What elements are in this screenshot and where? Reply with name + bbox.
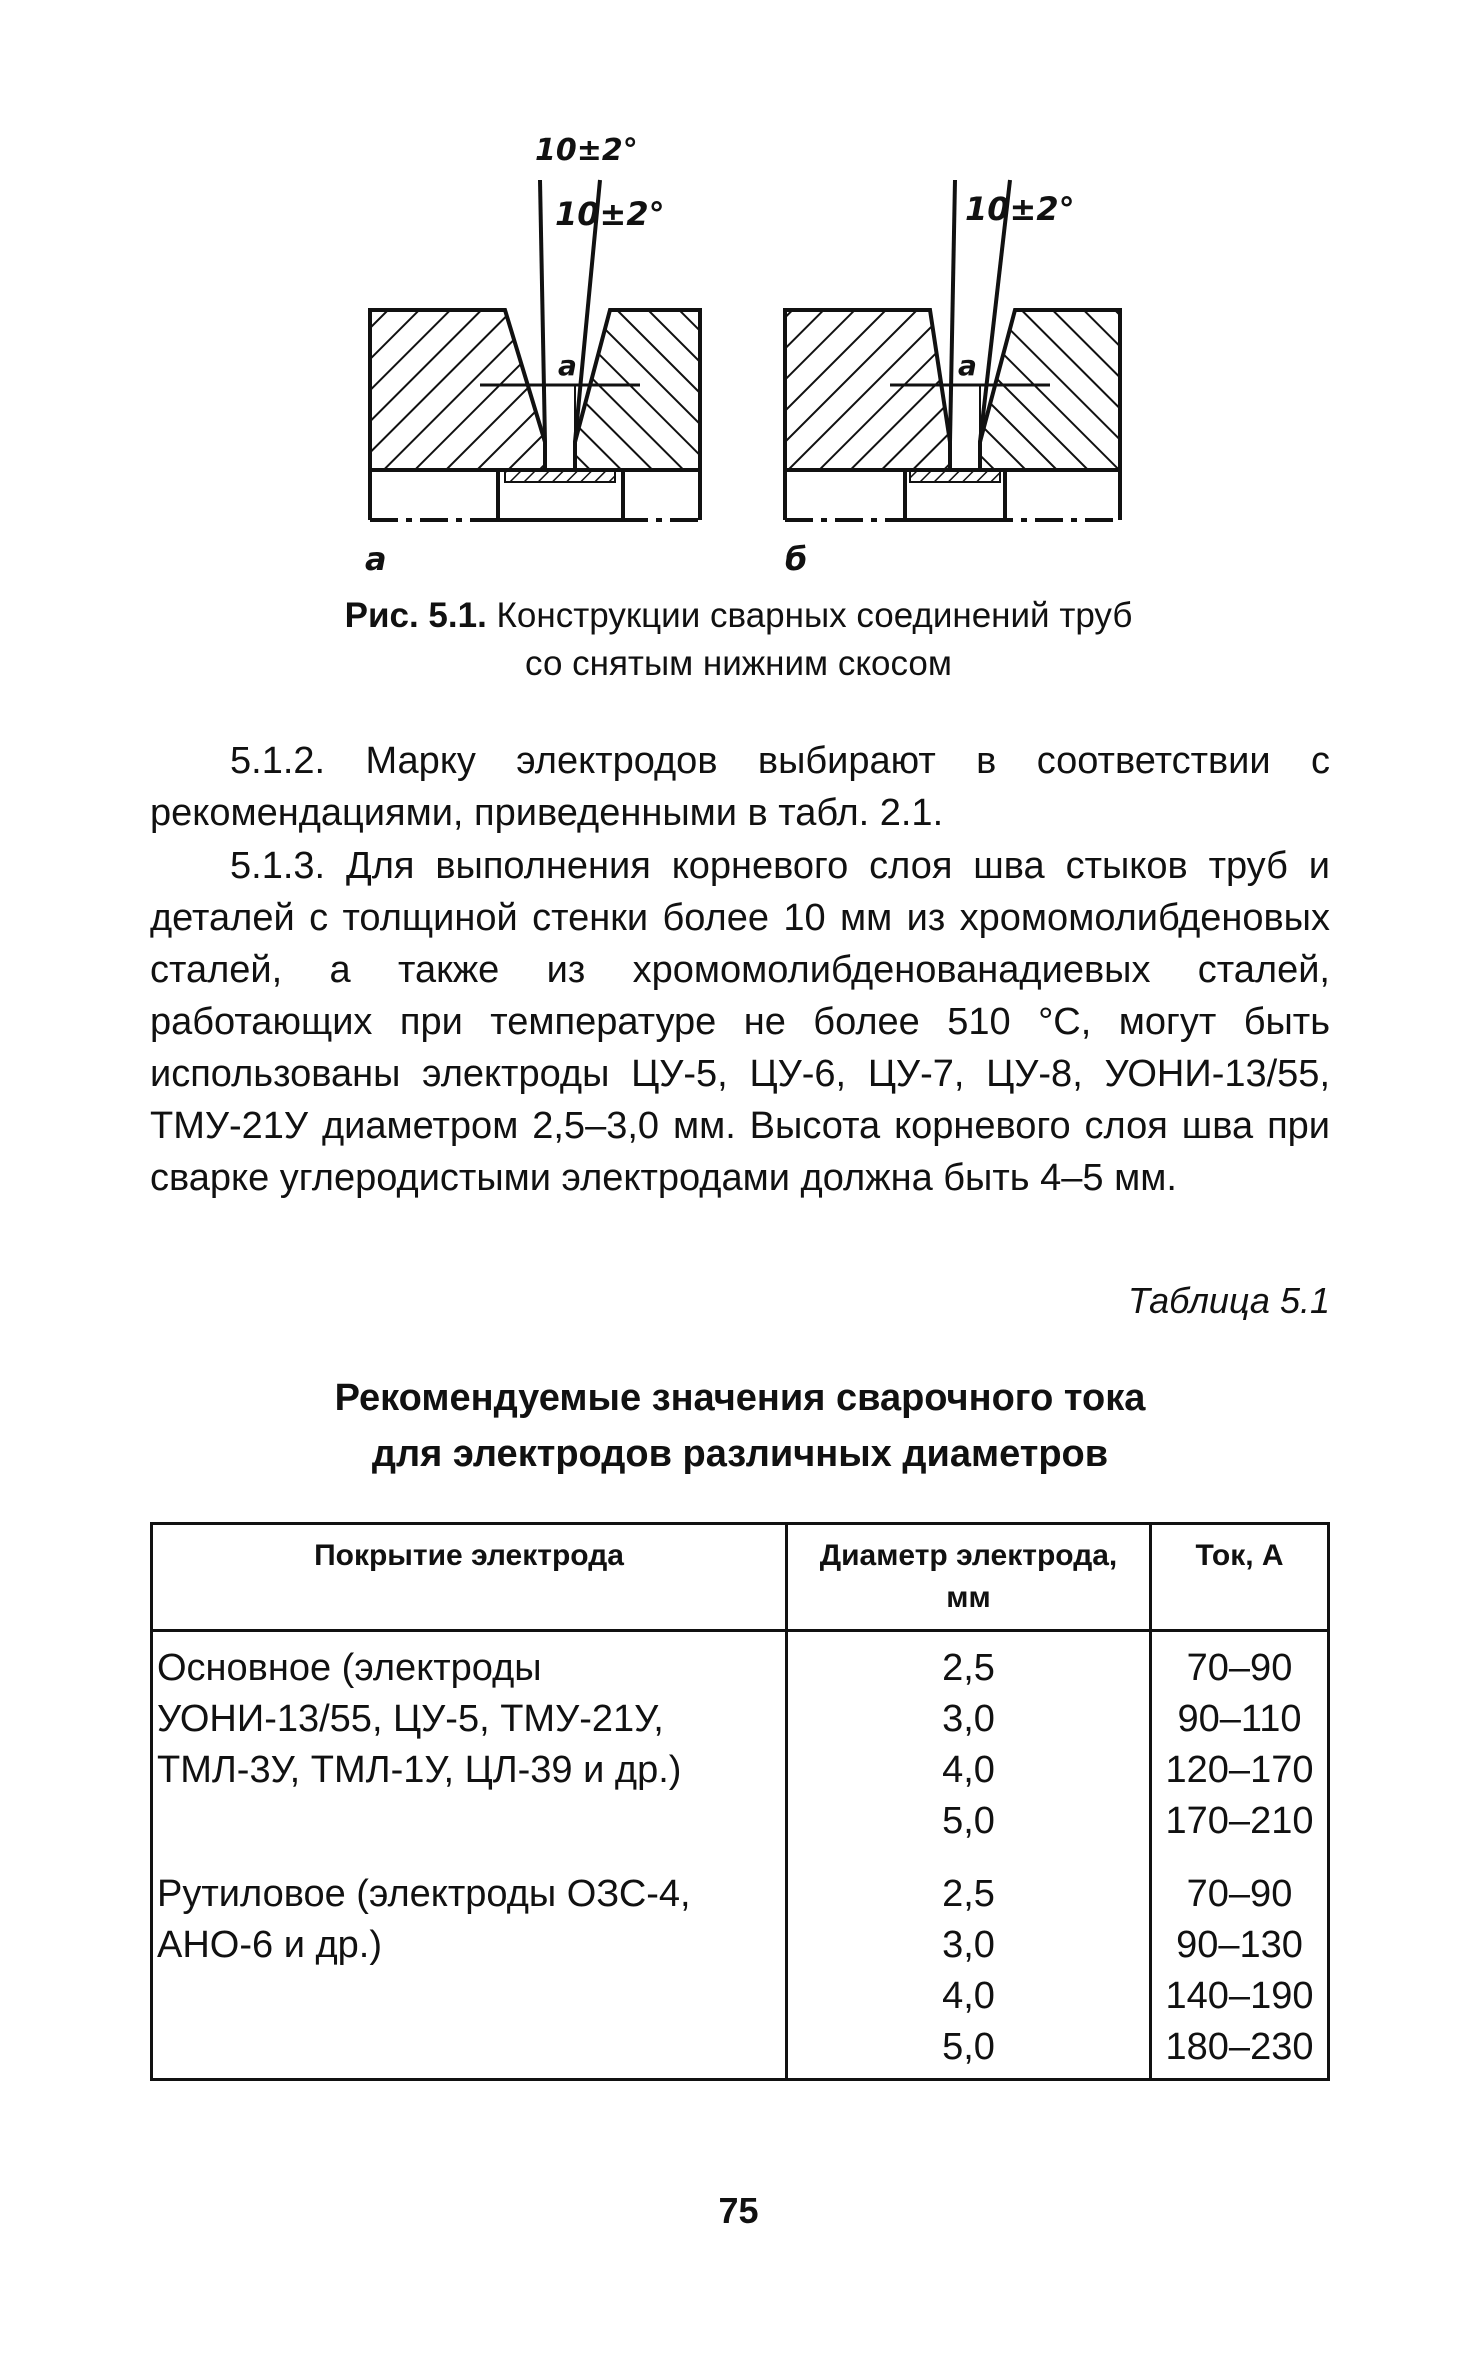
gap-label-left: a bbox=[558, 349, 577, 382]
table-row bbox=[152, 1631, 1329, 1695]
coating-cell bbox=[152, 1971, 787, 2022]
panel-a-label: а bbox=[365, 540, 387, 578]
coating-cell: Рутиловое (электроды ОЗС-4, bbox=[152, 1869, 787, 1920]
panel-b-label: б bbox=[785, 540, 808, 578]
caption-line1: Конструкции сварных соединений труб bbox=[496, 596, 1133, 635]
table-row bbox=[152, 1971, 1329, 2022]
coating-cell: УОНИ-13/55, ЦУ-5, ТМУ-21У, bbox=[152, 1694, 787, 1745]
table-row bbox=[152, 1920, 1329, 1971]
current-cell: 90–130 bbox=[1151, 1920, 1329, 1971]
figure-caption bbox=[200, 592, 1277, 688]
paragraph-5-1-2 bbox=[150, 735, 1330, 839]
coating-cell: АНО-6 и др.) bbox=[152, 1920, 787, 1971]
welding-current-table bbox=[150, 1522, 1330, 2081]
current-cell: 90–110 bbox=[1151, 1694, 1329, 1745]
current-cell: 70–90 bbox=[1151, 1631, 1329, 1695]
caption-line2: со снятым нижним скосом bbox=[525, 644, 952, 683]
current-cell: 120–170 bbox=[1151, 1745, 1329, 1796]
coating-cell: ТМЛ-3У, ТМЛ-1У, ЦЛ-39 и др.) bbox=[152, 1745, 787, 1796]
caption-prefix: Рис. 5.1. bbox=[344, 596, 487, 635]
table-title-line1: Рекомендуемые значения сварочного тока bbox=[334, 1377, 1146, 1419]
diameter-cell: 5,0 bbox=[787, 1796, 1151, 1847]
table-row bbox=[152, 1694, 1329, 1745]
current-cell: 170–210 bbox=[1151, 1796, 1329, 1847]
header-diameter: Диаметр электрода, мм bbox=[787, 1524, 1151, 1631]
diameter-cell: 4,0 bbox=[787, 1971, 1151, 2022]
paragraph-5-1-3 bbox=[150, 840, 1330, 1204]
coating-cell: Основное (электроды bbox=[152, 1631, 787, 1695]
current-cell: 70–90 bbox=[1151, 1869, 1329, 1920]
table-header-row bbox=[152, 1524, 1329, 1631]
table-spacer-row bbox=[152, 1847, 1329, 1869]
current-cell: 180–230 bbox=[1151, 2022, 1329, 2080]
table-row bbox=[152, 2022, 1329, 2080]
diameter-cell: 3,0 bbox=[787, 1920, 1151, 1971]
table-row bbox=[152, 1745, 1329, 1796]
gap-label-right: a bbox=[958, 349, 977, 382]
header-current: Ток, А bbox=[1151, 1524, 1329, 1631]
table-row bbox=[152, 1796, 1329, 1847]
diameter-cell: 3,0 bbox=[787, 1694, 1151, 1745]
angle-label-a: 10±2° bbox=[555, 195, 665, 233]
diameter-cell: 5,0 bbox=[787, 2022, 1151, 2080]
header-coating: Покрытие электрода bbox=[152, 1524, 787, 1631]
coating-cell bbox=[152, 2022, 787, 2080]
paragraph-5-1-2-text: 5.1.2. Марку электродов выбирают в соответствии с рекомендациями, приведенными в табл. 2.1. bbox=[150, 740, 1330, 834]
coating-cell bbox=[152, 1796, 787, 1847]
diameter-cell: 4,0 bbox=[787, 1745, 1151, 1796]
angle-label-b: 10±2° bbox=[965, 190, 1075, 228]
table-title bbox=[150, 1370, 1330, 1482]
diameter-cell: 2,5 bbox=[787, 1631, 1151, 1695]
current-cell: 140–190 bbox=[1151, 1971, 1329, 2022]
page-number: 75 bbox=[718, 2190, 759, 2231]
table-title-line2: для электродов различных диаметров bbox=[371, 1433, 1109, 1475]
diameter-cell: 2,5 bbox=[787, 1869, 1151, 1920]
paragraph-5-1-3-text: 5.1.3. Для выполнения корневого слоя шва стыков труб и деталей с толщиной стенки более 10 мм из хромомолибденовых сталей, а также из хромомолибденованадиевых сталей, работающих при температуре не более 510 °С, могут быть использованы электроды ЦУ-5, ЦУ-6, ЦУ-7, ЦУ-8, УОНИ-13/55, ТМУ-21У диаметром 2,5–3,0 мм. Высота корневого слоя шва при сварке углеродистыми электродами должна быть 4–5 мм. bbox=[150, 845, 1330, 1199]
angle-label-left: 10±2° bbox=[535, 133, 638, 168]
table-label: Таблица 5.1 bbox=[1127, 1280, 1330, 1321]
weld-joint-figure bbox=[330, 133, 1150, 600]
panel-b-drawing bbox=[785, 180, 1120, 578]
table-row bbox=[152, 1869, 1329, 1920]
